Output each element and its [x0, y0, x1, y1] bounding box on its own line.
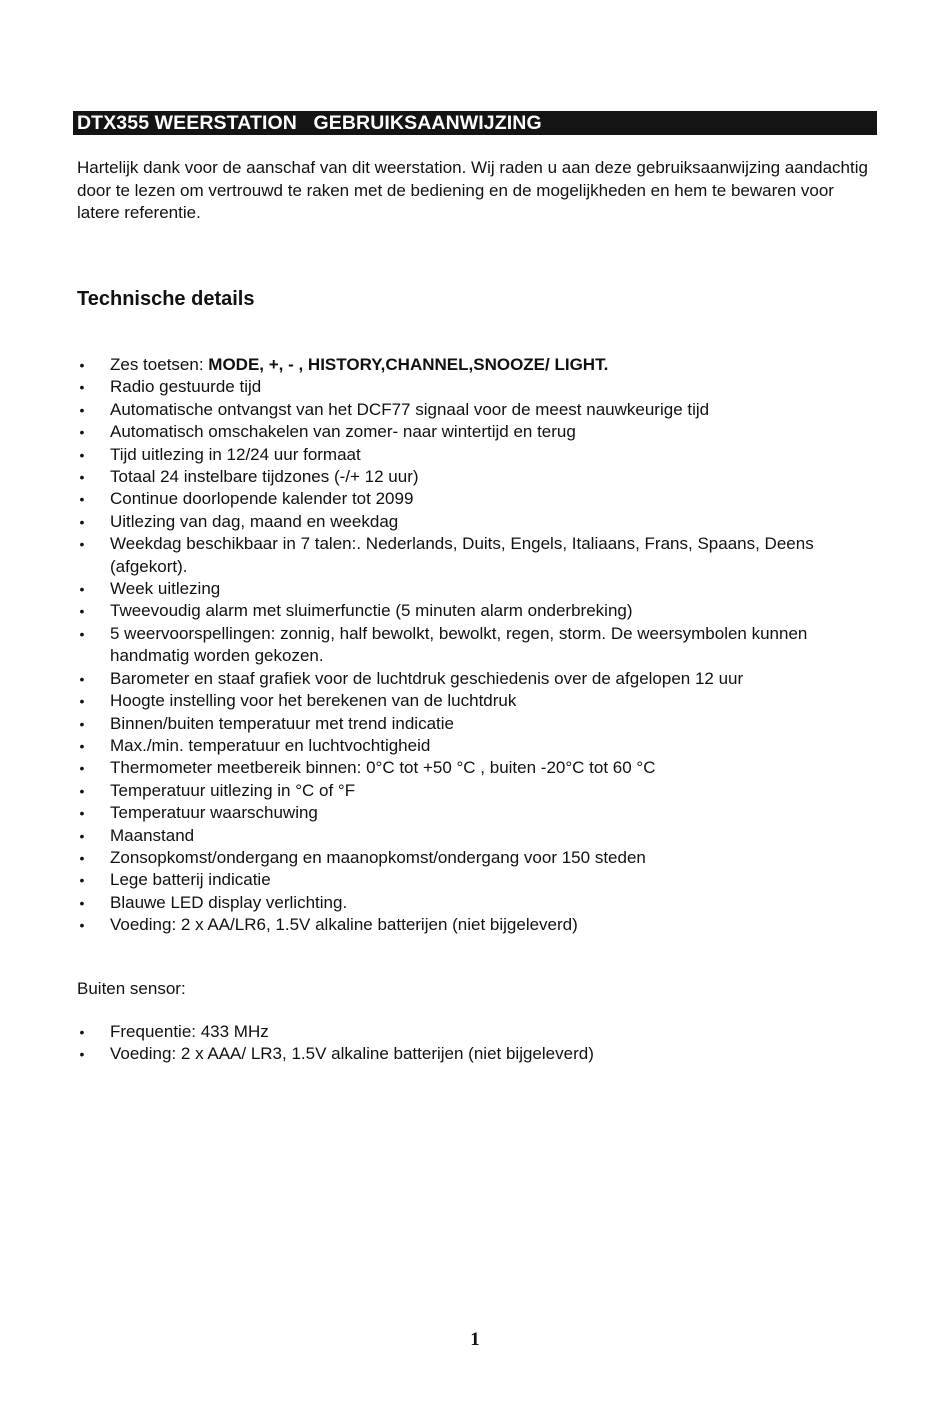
feature-text: Voeding: 2 x AA/LR6, 1.5V alkaline batterijen (niet bijgeleverd) [110, 915, 578, 935]
feature-text: Temperatuur uitlezing in °C of °F [110, 780, 356, 800]
page-number: 1 [470, 1329, 480, 1350]
feature-text: Week uitlezing [110, 579, 221, 599]
list-item [77, 892, 877, 914]
list-item [77, 444, 877, 466]
bullet-icon: • [79, 581, 85, 598]
bullet-icon: • [79, 894, 85, 911]
feature-text: Automatisch omschakelen van zomer- naar wintertijd en terug [110, 422, 576, 442]
intro-paragraph: Hartelijk dank voor de aanschaf van dit weerstation. Wij raden u aan deze gebruiksaanwijzing aandachtig door te lezen om vertrouwd te raken met de bediening en de mogelijkheden en hem te bewaren voor latere referentie. [77, 158, 868, 222]
list-item [77, 825, 877, 847]
list-item [77, 914, 877, 936]
list-item [77, 847, 877, 869]
list-item [77, 623, 877, 668]
list-item [77, 421, 877, 443]
feature-text: Maanstand [110, 825, 195, 845]
bullet-icon: • [79, 424, 85, 441]
bullet-icon: • [79, 491, 85, 508]
feature-text: Uitlezing van dag, maand en weekdag [110, 511, 399, 531]
feature-text: 5 weervoorspellingen: zonnig, half bewolkt, bewolkt, regen, storm. De weersymbolen kunnen handmatig worden gekozen. [110, 623, 808, 666]
list-item [77, 780, 877, 802]
list-item [77, 376, 877, 398]
feature-text: Binnen/buiten temperatuur met trend indicatie [110, 713, 454, 733]
bullet-icon: • [79, 446, 85, 463]
bullet-icon: • [79, 670, 85, 687]
bullet-icon: • [79, 469, 85, 486]
bullet-icon: • [79, 917, 85, 934]
list-item [77, 757, 877, 779]
feature-text: Zonsopkomst/ondergang en maanopkomst/ondergang voor 150 steden [110, 847, 646, 867]
feature-text: Radio gestuurde tijd [110, 377, 262, 397]
feature-text: Hoogte instelling voor het berekenen van de luchtdruk [110, 691, 517, 711]
sensor-text: Voeding: 2 x AAA/ LR3, 1.5V alkaline batterijen (niet bijgeleverd) [110, 1044, 594, 1064]
feature-text: Lege batterij indicatie [110, 870, 271, 890]
bullet-icon: • [79, 536, 85, 553]
bullet-icon: • [79, 782, 85, 799]
feature-text: Temperatuur waarschuwing [110, 803, 318, 823]
section-heading-technical-details: Technische details [77, 288, 255, 310]
sensor-text: Frequentie: 433 MHz [110, 1022, 269, 1041]
bullet-icon: • [79, 513, 85, 530]
list-item [77, 1021, 877, 1043]
feature-label: Zes toetsen: [110, 355, 209, 374]
bullet-icon: • [79, 872, 85, 889]
list-item [77, 578, 877, 600]
bullet-icon: • [79, 827, 85, 844]
list-item [77, 869, 877, 891]
list-item [77, 399, 877, 421]
feature-text: Tweevoudig alarm met sluimerfunctie (5 minuten alarm onderbreking) [110, 601, 633, 621]
document-title: DTX355 WEERSTATION GEBRUIKSAANWIJZING [73, 111, 877, 135]
feature-text: Continue doorlopende kalender tot 2099 [110, 489, 414, 509]
feature-text: Thermometer meetbereik binnen: 0°C tot +50 °C , buiten -20°C tot 60 °C [110, 758, 656, 778]
list-item [77, 533, 877, 578]
list-item [77, 735, 877, 757]
bullet-icon: • [79, 1046, 85, 1063]
list-item [77, 488, 877, 510]
list-item [77, 713, 877, 735]
list-item [77, 466, 877, 488]
bullet-icon: • [79, 379, 85, 396]
bullet-icon: • [79, 401, 85, 418]
list-item [77, 802, 877, 824]
feature-text: Blauwe LED display verlichting. [110, 892, 348, 912]
bullet-icon: • [79, 715, 85, 732]
list-item [77, 1043, 877, 1065]
list-item [77, 354, 877, 376]
sensor-heading: Buiten sensor: [77, 979, 186, 998]
feature-text: Tijd uitlezing in 12/24 uur formaat [110, 444, 361, 464]
bullet-icon: • [79, 693, 85, 710]
list-item [77, 511, 877, 533]
bullet-icon: • [79, 805, 85, 822]
feature-text: Barometer en staaf grafiek voor de luchtdruk geschiedenis over de afgelopen 12 uur [110, 668, 744, 688]
bullet-icon: • [79, 737, 85, 754]
technical-details-list [77, 354, 877, 937]
bullet-icon: • [79, 625, 85, 642]
bullet-icon: • [79, 1024, 85, 1040]
bullet-icon: • [79, 849, 85, 866]
feature-keys: MODE, +, - , HISTORY,CHANNEL,SNOOZE/ LIGHT. [208, 355, 609, 374]
bullet-icon: • [79, 357, 85, 373]
list-item [77, 668, 877, 690]
feature-text: Max./min. temperatuur en luchtvochtigheid [110, 735, 431, 755]
feature-text: Totaal 24 instelbare tijdzones (-/+ 12 uur) [110, 467, 419, 487]
feature-text: Weekdag beschikbaar in 7 talen:. Nederlands, Duits, Engels, Italiaans, Frans, Spaans, Deens (afgekort). [110, 534, 814, 576]
feature-text: Automatische ontvangst van het DCF77 signaal voor de meest nauwkeurige tijd [110, 399, 710, 419]
bullet-icon: • [79, 603, 85, 620]
bullet-icon: • [79, 760, 85, 777]
list-item [77, 690, 877, 712]
sensor-details-list [77, 1021, 877, 1066]
list-item [77, 600, 877, 622]
